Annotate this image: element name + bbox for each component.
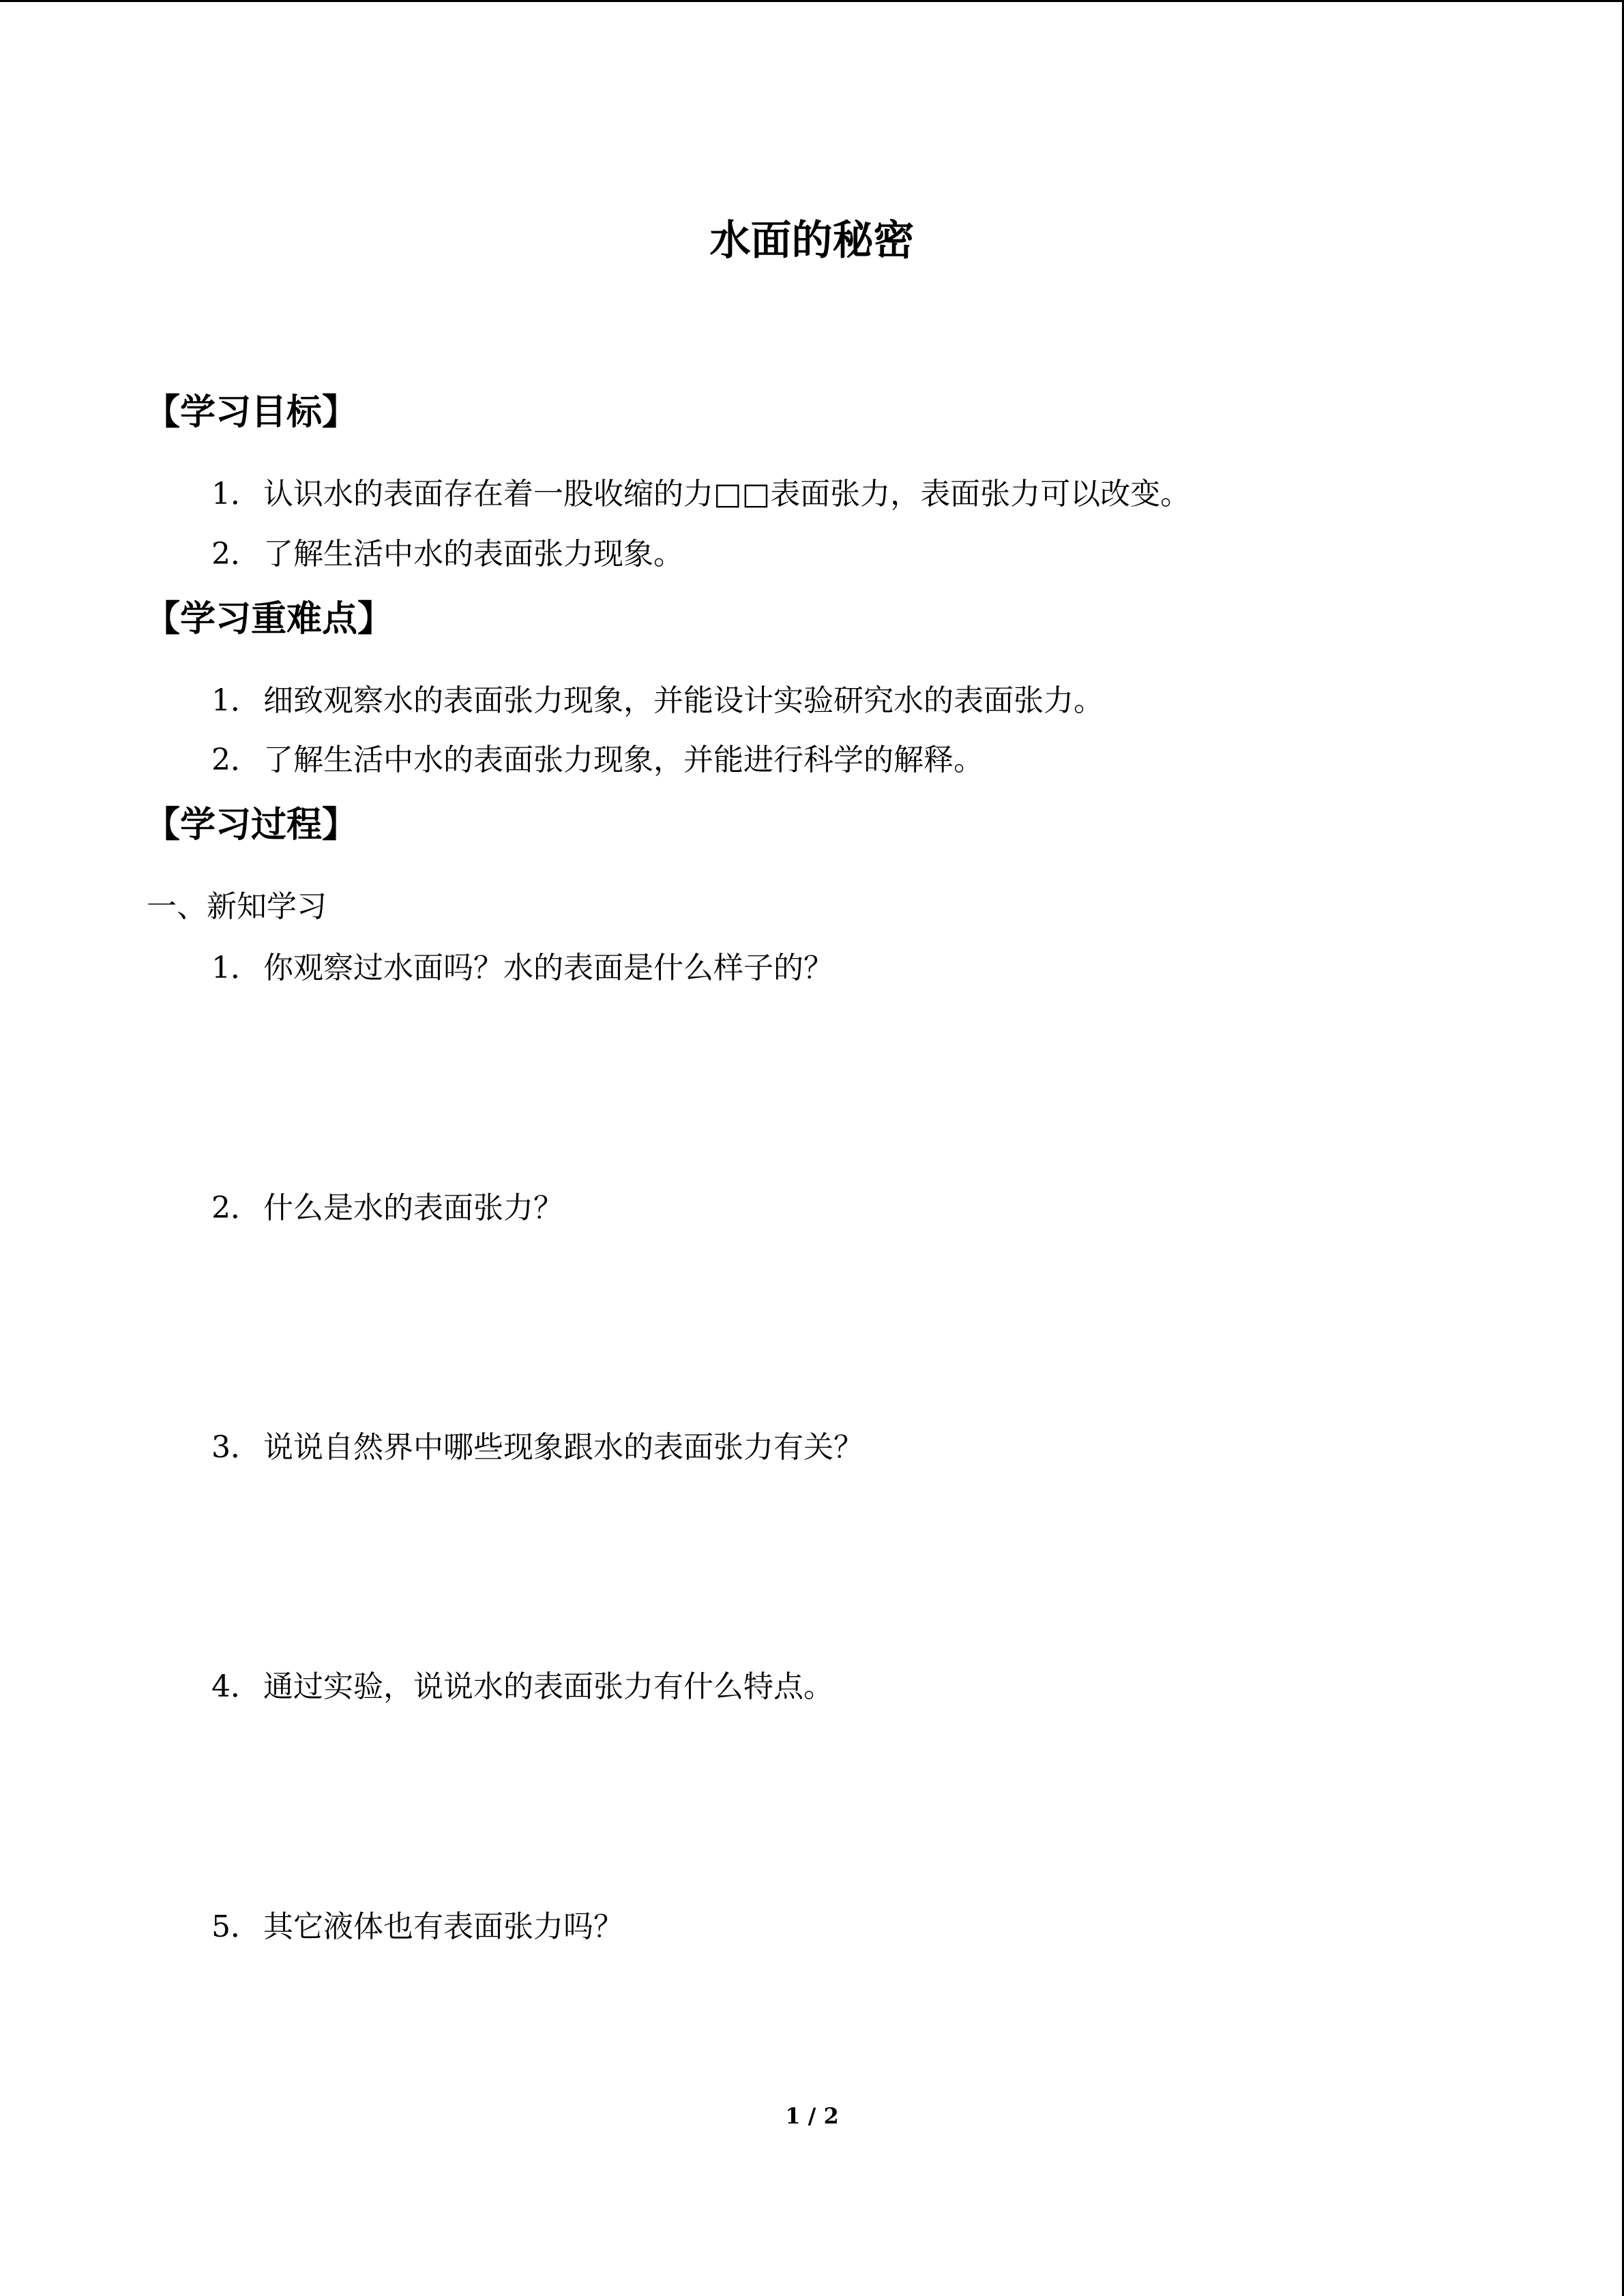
item-number: 4． [211, 1669, 261, 1704]
item-number: 5． [211, 1909, 261, 1944]
item-number: 1． [211, 951, 261, 985]
page-border-top [0, 0, 1624, 2]
document-title: 水面的秘密 [709, 217, 915, 265]
item-number: 1． [211, 683, 261, 718]
section-heading-objectives: 【学习目标】 [145, 391, 358, 433]
question-item-2 [211, 1184, 563, 1232]
question-item-4 [211, 1663, 833, 1711]
objective-item-2 [211, 531, 683, 578]
item-number: 2． [211, 537, 261, 571]
question-item-5 [211, 1903, 623, 1951]
item-text: 了解生活中水的表面张力现象，并能进行科学的解释。 [263, 743, 984, 777]
objective-item-1 [211, 471, 1190, 518]
item-text: 了解生活中水的表面张力现象。 [263, 537, 683, 571]
key-point-item-2 [211, 736, 984, 784]
section-heading-key-points: 【学习重难点】 [145, 598, 394, 640]
item-text: 通过实验，说说水的表面张力有什么特点。 [263, 1669, 833, 1704]
item-text: 什么是水的表面张力？ [263, 1191, 563, 1225]
page-number: 1 / 2 [785, 2103, 839, 2129]
item-number: 1． [211, 477, 261, 511]
item-text: 认识水的表面存在着一股收缩的力□□表面张力，表面张力可以改变。 [263, 477, 1191, 511]
item-text: 细致观察水的表面张力现象，并能设计实验研究水的表面张力。 [263, 683, 1104, 718]
section-heading-process: 【学习过程】 [145, 804, 358, 846]
subsection-title: 一、新知学习 [147, 889, 327, 924]
item-number: 3． [211, 1430, 261, 1465]
question-item-3 [211, 1424, 863, 1472]
item-text: 其它液体也有表面张力吗？ [263, 1909, 623, 1944]
item-text: 说说自然界中哪些现象跟水的表面张力有关？ [263, 1430, 863, 1465]
item-number: 2． [211, 1191, 261, 1225]
question-item-1 [211, 944, 833, 992]
item-text: 你观察过水面吗？水的表面是什么样子的？ [263, 951, 833, 985]
key-point-item-1 [211, 677, 1104, 725]
item-number: 2． [211, 743, 261, 777]
